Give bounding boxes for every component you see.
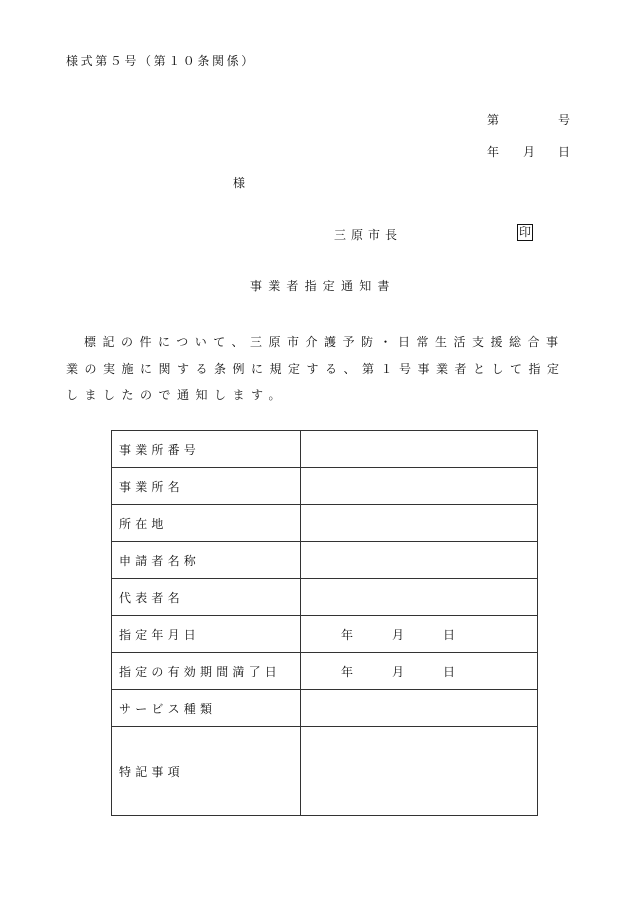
- designation-date-year: 年: [341, 627, 354, 642]
- issue-date-year: 年: [487, 145, 500, 159]
- table-row: [112, 690, 538, 727]
- table-row: [112, 505, 538, 542]
- designation-info-table: [111, 430, 538, 816]
- body-paragraph: 標記の件について、三原市介護予防・日常生活支援総合事業の実施に関する条例に規定する、第１号事業者として指定しましたので通知します。: [66, 335, 566, 402]
- value-service-type: [301, 690, 538, 727]
- seal-mark: 印: [519, 225, 532, 239]
- issue-date-day: 日: [558, 145, 571, 159]
- row-label-address: 所在地: [112, 505, 301, 542]
- row-label-applicant-name: 申請者名称: [112, 542, 301, 579]
- row-label-designation-date: 指定年月日: [112, 616, 301, 653]
- value-office-name: [301, 468, 538, 505]
- document-number-label: 第: [487, 113, 500, 127]
- table-row: [112, 468, 538, 505]
- issuer-name: 三原市長: [334, 228, 403, 242]
- form-number: 様式第５号（第１０条関係）: [66, 54, 256, 68]
- expiry-date-day: 日: [443, 664, 456, 679]
- value-special-notes: [301, 727, 538, 816]
- addressee-honorific: 様: [233, 176, 246, 190]
- issue-date-month: 月: [523, 145, 536, 159]
- row-label-office-number: 事業所番号: [112, 431, 301, 468]
- table-row: [112, 579, 538, 616]
- table-row: [112, 653, 538, 690]
- table-row: [112, 431, 538, 468]
- table-row: [112, 542, 538, 579]
- table-row: [112, 727, 538, 816]
- value-office-number: [301, 431, 538, 468]
- row-label-service-type: サービス種類: [112, 690, 301, 727]
- row-label-office-name: 事業所名: [112, 468, 301, 505]
- value-applicant-name: [301, 542, 538, 579]
- value-representative: [301, 579, 538, 616]
- expiry-date-month: 月: [392, 664, 405, 679]
- document-title: 事業者指定通知書: [250, 279, 396, 293]
- row-label-expiry-date: 指定の有効期間満了日: [112, 653, 301, 690]
- table-row: [112, 616, 538, 653]
- document-number-suffix: 号: [558, 113, 571, 127]
- value-address: [301, 505, 538, 542]
- value-designation-date: [301, 616, 538, 653]
- value-expiry-date: [301, 653, 538, 690]
- row-label-special-notes: 特記事項: [112, 727, 301, 816]
- row-label-representative: 代表者名: [112, 579, 301, 616]
- expiry-date-year: 年: [341, 664, 354, 679]
- designation-date-month: 月: [392, 627, 405, 642]
- designation-date-day: 日: [443, 627, 456, 642]
